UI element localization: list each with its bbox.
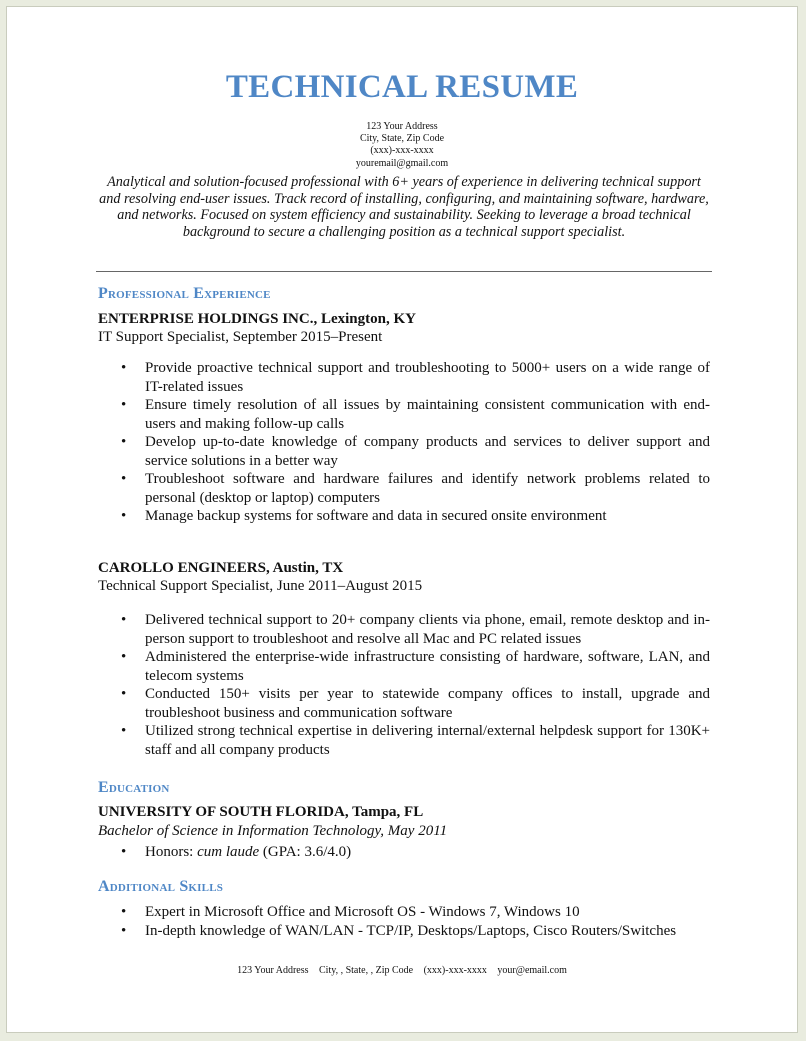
footer-address: 123 Your Address: [237, 965, 309, 976]
honors-gpa: (GPA: 3.6/4.0): [259, 844, 352, 860]
job-company: CAROLLO ENGINEERS, Austin, TX: [98, 560, 344, 576]
list-item: • Expert in Microsoft Office and Microsoft OS - Windows 7, Windows 10: [98, 903, 710, 922]
education-heading: Education: [98, 779, 170, 796]
job-company: ENTERPRISE HOLDINGS INC., Lexington, KY: [98, 311, 416, 327]
list-item: • Provide proactive technical support and troubleshooting to 5000+ users on a wide range of IT-related issues: [98, 359, 710, 396]
skills-heading: Additional Skills: [98, 878, 224, 895]
honors-value: cum laude: [197, 844, 260, 860]
header-divider: [96, 271, 712, 272]
footer-email: your@email.com: [497, 965, 567, 976]
list-item: • Conducted 150+ visits per year to statewide company offices to install, upgrade and troubleshoot business and communication software: [98, 685, 710, 722]
list-item: [98, 843, 710, 862]
list-item: • Delivered technical support to 20+ company clients via phone, email, remote desktop and in-person support to troubleshoot and resolve all Mac and PC related issues: [98, 611, 710, 648]
skills-bullets: [98, 903, 710, 940]
contact-address: 123 Your Address: [366, 121, 438, 132]
job-bullets: [98, 359, 710, 526]
resume-title: TECHNICAL RESUME: [225, 69, 579, 105]
honors-label: Honors:: [145, 844, 198, 860]
footer-phone: (xxx)-xxx-xxxx: [423, 965, 487, 976]
list-item: • Troubleshoot software and hardware failures and identify network problems related to personal (desktop or laptop) computers: [98, 470, 710, 507]
list-item: • Ensure timely resolution of all issues by maintaining consistent communication with end-users and making follow-up calls: [98, 396, 710, 433]
list-item: • Utilized strong technical expertise in delivering internal/external helpdesk support for 130K+ staff and all company products: [98, 722, 710, 759]
resume-page: [6, 6, 798, 1033]
job-role: Technical Support Specialist, June 2011–August 2015: [98, 578, 423, 594]
job-bullets: [98, 611, 710, 759]
contact-block: [7, 121, 797, 170]
job-role: IT Support Specialist, September 2015–Present: [98, 329, 383, 345]
list-item: • In-depth knowledge of WAN/LAN - TCP/IP, Desktops/Laptops, Cisco Routers/Switches: [98, 922, 710, 941]
education-bullets: [98, 843, 710, 862]
education-school: UNIVERSITY OF SOUTH FLORIDA, Tampa, FL: [98, 804, 424, 820]
contact-city-state-zip: City, State, Zip Code: [359, 133, 445, 145]
experience-heading: Professional Experience: [98, 285, 271, 302]
list-item: • Develop up-to-date knowledge of company products and services to deliver support and service solutions in a better way: [98, 433, 710, 470]
list-item: • Manage backup systems for software and data in secured onsite environment: [98, 507, 710, 526]
list-item: • Administered the enterprise-wide infrastructure consisting of hardware, software, LAN, and telecom systems: [98, 648, 710, 685]
professional-summary: Analytical and solution-focused professional with 6+ years of experience in delivering technical support and resolving end-user issues. Track record of installing, configuring, and maintaining software, hardware, and networks. Focused on system efficiency and sustainability. Seeking to leverage a broad technical background to secure a challenging position as a technical support specialist.: [99, 174, 709, 240]
education-degree: Bachelor of Science in Information Technology, May 2011: [98, 823, 448, 839]
contact-phone: (xxx)-xxx-xxxx: [370, 145, 434, 157]
footer-city: City, , State, , Zip Code: [319, 965, 414, 976]
page-footer: [7, 965, 797, 976]
contact-email: youremail@gmail.com: [355, 157, 449, 169]
